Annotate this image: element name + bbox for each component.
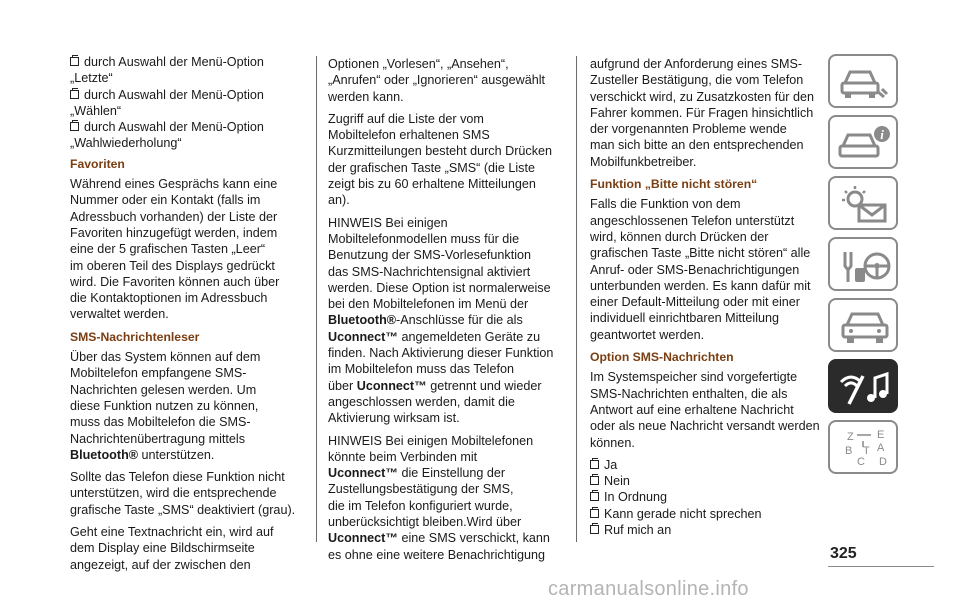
text-line: aufgrund der Anforderung eines SMS- — [590, 57, 803, 71]
text-line: muss das Mobiltelefon die SMS- — [70, 415, 251, 430]
text-line: Anruf- oder SMS-Benachrichtigungen — [590, 262, 800, 277]
text-line: können. — [590, 435, 635, 450]
index-letter: A — [877, 442, 885, 454]
text-line: der grafischen Taste „SMS“ (die Liste — [328, 160, 535, 175]
text-line: Falls die Funktion von dem — [590, 197, 741, 212]
list-item — [590, 489, 822, 505]
text-span: angemeldeten Geräte zu — [397, 329, 541, 344]
text-line: einer Default-Mitteilung oder mit einer — [590, 295, 800, 310]
multimedia-icon — [837, 366, 893, 408]
text-line: SMS-Nachrichten enthalten, die als — [590, 386, 788, 401]
brand-term: Uconnect™ — [356, 378, 427, 393]
tab-car-rear[interactable] — [828, 298, 898, 352]
text-line: Mobiltelefonmodellen muss für die — [328, 231, 520, 246]
text-line: Optionen „Vorlesen“, „Ansehen“, — [328, 57, 509, 71]
list-item-label: Kann gerade nicht sprechen — [604, 506, 762, 521]
paragraph-do-not-disturb — [590, 196, 822, 343]
text-line: Aktivierung wirksam ist. — [328, 411, 460, 426]
text-line: Während eines Gesprächs kann eine — [70, 177, 278, 192]
checkbox-icon — [590, 476, 599, 485]
text-line: Im Systemspeicher sind vorgefertigte — [590, 370, 798, 385]
text-line — [70, 447, 310, 463]
list-item-label: Ja — [604, 457, 618, 472]
checkbox-icon — [70, 122, 79, 131]
text-line: Antwort auf eine erhaltene Nachricht — [590, 402, 794, 417]
list-item — [590, 506, 822, 522]
tab-car-front[interactable] — [828, 54, 898, 108]
paragraph-sms-end — [70, 447, 310, 463]
text-line: Mobiltelefon empfangene SMS- — [70, 366, 247, 381]
index-letter: B — [845, 445, 853, 457]
list-item — [590, 457, 822, 473]
tab-warning-lights[interactable] — [828, 176, 898, 230]
text-line: oder als neue Nachricht versandt werden — [590, 419, 820, 434]
text-line: Zustellungsbestätigung der SMS, — [328, 482, 514, 497]
text-line: verschickt wird, zu Zusatzkosten für den — [590, 89, 814, 104]
list-item-label: durch Auswahl der Menü-Option — [84, 55, 264, 69]
checkbox-icon — [590, 525, 599, 534]
section-heading-do-not-disturb: Funktion „Bitte nicht stören“ — [590, 177, 758, 192]
paragraph-sollte — [70, 469, 310, 518]
text-line: grafische Taste „SMS“ deaktiviert (grau). — [70, 502, 296, 517]
car-front-icon — [837, 61, 893, 103]
checkbox-icon — [590, 492, 599, 501]
alphabet-index-icon — [837, 427, 893, 469]
warning-light-icon — [837, 183, 893, 225]
note-paragraph-1 — [328, 215, 568, 427]
list-item-label: Ruf mich an — [604, 523, 672, 538]
text-span: getrennt und wieder — [426, 378, 542, 393]
brand-term: Bluetooth® — [328, 313, 397, 328]
text-line: eine der 5 grafischen Tasten „Leer“ — [70, 242, 266, 257]
text-line: Favoriten hinzugefügt werden, indem — [70, 225, 278, 240]
text-line: im oberen Teil des Displays gedrückt — [70, 258, 275, 273]
text-line: Zugriff auf die Liste der vom — [328, 111, 484, 126]
text-line: „Wahlwiederholung“ — [70, 136, 182, 151]
brand-term: Bluetooth® — [70, 447, 139, 462]
text-line: Über das System können auf dem — [70, 350, 261, 365]
brand-term: Uconnect™ — [328, 531, 398, 546]
text-line: werden kann. — [328, 89, 404, 104]
column-divider-2 — [576, 56, 577, 542]
checkbox-icon — [70, 90, 79, 99]
text-line: könnte beim Verbinden mit — [328, 449, 478, 464]
paragraph-sms-list — [328, 111, 568, 209]
car-info-icon — [837, 122, 893, 164]
text-line: man sich bitte an den entsprechenden — [590, 138, 804, 153]
text-line: an). — [328, 193, 350, 208]
text-line: Mobiltelefon erhaltenen SMS — [328, 128, 490, 143]
text-line: Geht eine Textnachricht ein, wird auf — [70, 525, 274, 540]
index-letter: C — [857, 456, 865, 468]
list-item — [590, 522, 822, 538]
car-rear-icon — [837, 305, 893, 347]
chapter-tabs — [828, 54, 900, 481]
text-line: Nummer oder ein Kontakt (falls im — [70, 193, 261, 208]
paragraph-geht — [70, 524, 310, 573]
section-heading-sms-option: Option SMS-Nachrichten — [590, 350, 734, 365]
list-item-label: Nein — [604, 474, 630, 489]
list-item — [70, 119, 310, 135]
text-line: HINWEIS Bei einigen — [328, 215, 448, 230]
text-line: angeschlossenen Telefon unterstützt — [590, 213, 795, 228]
column-divider-1 — [316, 56, 317, 542]
section-heading-favoriten: Favoriten — [70, 156, 125, 171]
text-line: wird, können durch Drücken der — [590, 229, 769, 244]
text-line: „Anrufen“ oder „Ignorieren“ ausgewählt — [328, 73, 546, 88]
checkbox-icon — [70, 57, 79, 66]
text-line: werden. Diese Option ist normalerweise — [328, 280, 551, 295]
index-letter: E — [877, 429, 885, 441]
text-line: bei den Mobiltelefonen im Menü der — [328, 297, 529, 312]
text-line: Nachrichtenübertragung mittels — [70, 431, 246, 446]
watermark: carmanualsonline.info — [548, 578, 749, 600]
text-line: individuell einrichtbaren Mitteilung — [590, 311, 780, 326]
text-span: über — [328, 378, 357, 393]
text-span: unterstützen. — [138, 447, 215, 462]
text-span: eine SMS verschickt, kann — [397, 531, 550, 546]
list-item-label: durch Auswahl der Menü-Option — [84, 120, 264, 135]
index-letter: T — [863, 445, 870, 457]
list-item-label: durch Auswahl der Menü-Option — [84, 87, 264, 102]
text-span: -Anschlüsse für die als — [396, 313, 523, 328]
text-line: Zusteller Bestätigung, die vom Telefon — [590, 73, 804, 88]
tab-car-info[interactable] — [828, 115, 898, 169]
text-line: der vorgenannten Probleme wende — [590, 122, 787, 137]
text-line: grafischen Taste „Bitte nicht stören“ alle — [590, 246, 811, 261]
text-line: angezeigt, auf der zwischen den — [70, 557, 251, 572]
text-line: angeschlossen werden, damit die — [328, 394, 515, 409]
text-line: zeigt bis zu 60 erhaltene Mitteilungen — [328, 177, 536, 192]
tab-alphabet-index[interactable] — [828, 420, 898, 474]
checkbox-icon — [590, 509, 599, 518]
text-line: verwaltet werden. — [70, 307, 169, 322]
text-line: im Mobiltelefon muss das Telefon — [328, 362, 514, 377]
column-2 — [328, 56, 568, 569]
paragraph-options — [328, 56, 568, 105]
text-line: wird. Die Favoriten können auch über — [70, 274, 280, 289]
text-line: finden. Nach Aktivierung dieser Funktion — [328, 346, 554, 361]
index-letter: D — [879, 456, 887, 468]
text-line — [328, 465, 568, 481]
text-line — [328, 329, 568, 345]
checkbox-icon — [590, 460, 599, 469]
text-line: „Letzte“ — [70, 71, 113, 86]
list-item-label: In Ordnung — [604, 490, 668, 505]
text-line — [328, 378, 568, 394]
tab-service[interactable] — [828, 237, 898, 291]
column-1 — [70, 54, 310, 579]
text-line: diese Funktion nutzen zu können, — [70, 398, 259, 413]
text-line: Kurzmitteilungen besteht durch Drücken — [328, 144, 553, 159]
paragraph-sms — [70, 349, 310, 447]
text-line: dem Display eine Bildschirmseite — [70, 541, 255, 556]
text-line: die Kontaktoptionen im Adressbuch — [70, 291, 268, 306]
text-span: die Einstellung der — [397, 466, 506, 481]
list-item — [70, 54, 310, 70]
column-3 — [590, 56, 822, 538]
paragraph-favoriten — [70, 176, 310, 323]
text-line: es ohne eine weitere Benachrichtigung — [328, 547, 546, 562]
tab-multimedia-active[interactable] — [828, 359, 898, 413]
text-line — [328, 530, 568, 546]
brand-term: Uconnect™ — [328, 329, 398, 344]
text-line: Adressbuch vorhanden) der Liste der — [70, 209, 278, 224]
text-line: die im Telefon konfiguriert wurde, — [328, 498, 513, 513]
text-line — [328, 312, 568, 328]
text-line: Benutzung der SMS-Vorlesefunktion — [328, 248, 532, 263]
brand-term: Uconnect™ — [328, 466, 398, 481]
paragraph-sms-option — [590, 369, 822, 450]
text-line: HINWEIS Bei einigen Mobiltelefonen — [328, 433, 534, 448]
text-line: „Wählen“ — [70, 103, 122, 118]
text-line: unterstützen, wird die entsprechende — [70, 486, 277, 501]
note-paragraph-2 — [328, 433, 568, 563]
paragraph-costs — [590, 56, 822, 170]
service-wrench-icon — [837, 244, 893, 286]
text-line: Mobilfunkbetreiber. — [590, 154, 697, 169]
text-line: unberücksichtigt bleiben.Wird über — [328, 515, 522, 530]
page-number: 325 — [830, 545, 857, 562]
section-heading-sms: SMS-Nachrichtenleser — [70, 329, 200, 344]
text-line: das SMS-Nachrichtensignal aktiviert — [328, 264, 531, 279]
page-number-rule — [828, 566, 934, 567]
svg-text:i: i — [880, 127, 884, 142]
text-line: unterbunden werden. Es kann dafür mit — [590, 278, 811, 293]
index-letter: Z — [847, 431, 854, 443]
text-line: geantwortet werden. — [590, 327, 705, 342]
list-item — [70, 87, 310, 103]
text-line: Nachrichten gelesen werden. Um — [70, 382, 257, 397]
text-line: Fahrer kommen. Für Fragen hinsichtlich — [590, 105, 814, 120]
text-line: Sollte das Telefon diese Funktion nicht — [70, 470, 285, 485]
list-item — [590, 473, 822, 489]
